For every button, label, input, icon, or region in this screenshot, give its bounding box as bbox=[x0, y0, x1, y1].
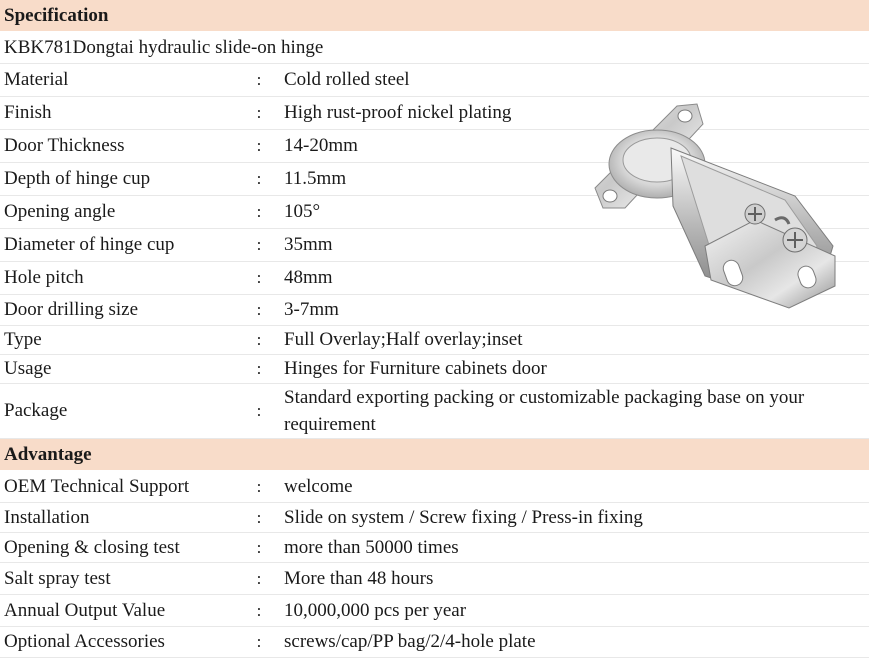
adv-separator: : bbox=[236, 471, 282, 503]
advantage-header-row bbox=[0, 439, 869, 471]
spec-value: 11.5mm bbox=[282, 163, 869, 196]
adv-label: OEM Technical Support bbox=[0, 471, 236, 503]
adv-separator: : bbox=[236, 595, 282, 627]
product-title: KBK781Dongtai hydraulic slide-on hinge bbox=[0, 32, 869, 64]
spec-value: Full Overlay;Half overlay;inset bbox=[282, 326, 869, 355]
spec-label: Usage bbox=[0, 355, 236, 384]
spec-separator: : bbox=[236, 97, 282, 130]
spec-separator: : bbox=[236, 130, 282, 163]
spec-value: 105° bbox=[282, 196, 869, 229]
adv-row-salt-spray bbox=[0, 563, 869, 595]
spec-value: 14-20mm bbox=[282, 130, 869, 163]
spec-label: Door Thickness bbox=[0, 130, 236, 163]
adv-label: Installation bbox=[0, 503, 236, 533]
adv-label: Opening & closing test bbox=[0, 533, 236, 563]
spec-row-usage bbox=[0, 355, 869, 384]
spec-separator: : bbox=[236, 295, 282, 326]
spec-label: Finish bbox=[0, 97, 236, 130]
spec-separator: : bbox=[236, 163, 282, 196]
spec-label: Depth of hinge cup bbox=[0, 163, 236, 196]
spec-separator: : bbox=[236, 262, 282, 295]
adv-value: screws/cap/PP bag/2/4-hole plate bbox=[282, 627, 869, 658]
adv-row-accessories bbox=[0, 627, 869, 658]
spec-value: Cold rolled steel bbox=[282, 64, 869, 97]
spec-row-material bbox=[0, 64, 869, 97]
spec-value: 48mm bbox=[282, 262, 869, 295]
spec-row-package bbox=[0, 384, 869, 439]
advantage-heading: Advantage bbox=[0, 439, 869, 471]
product-title-row bbox=[0, 32, 869, 64]
spec-separator: : bbox=[236, 384, 282, 439]
spec-value: High rust-proof nickel plating bbox=[282, 97, 869, 130]
spec-separator: : bbox=[236, 196, 282, 229]
adv-value: welcome bbox=[282, 471, 869, 503]
adv-value: Slide on system / Screw fixing / Press-in fixing bbox=[282, 503, 869, 533]
adv-row-annual-output bbox=[0, 595, 869, 627]
spec-value: 35mm bbox=[282, 229, 869, 262]
adv-value: 10,000,000 pcs per year bbox=[282, 595, 869, 627]
spec-separator: : bbox=[236, 355, 282, 384]
spec-value: Hinges for Furniture cabinets door bbox=[282, 355, 869, 384]
specification-heading: Specification bbox=[0, 0, 869, 32]
adv-value: More than 48 hours bbox=[282, 563, 869, 595]
adv-label: Annual Output Value bbox=[0, 595, 236, 627]
adv-row-oem-support bbox=[0, 471, 869, 503]
hinge-product-photo bbox=[585, 96, 847, 310]
specification-header-row bbox=[0, 0, 869, 32]
spec-separator: : bbox=[236, 229, 282, 262]
spec-value: Standard exporting packing or customizable packaging base on your requirement bbox=[282, 384, 869, 439]
adv-separator: : bbox=[236, 563, 282, 595]
spec-row-type bbox=[0, 326, 869, 355]
adv-separator: : bbox=[236, 533, 282, 563]
spec-label: Door drilling size bbox=[0, 295, 236, 326]
spec-label: Opening angle bbox=[0, 196, 236, 229]
spec-label: Material bbox=[0, 64, 236, 97]
spec-separator: : bbox=[236, 64, 282, 97]
adv-row-installation bbox=[0, 503, 869, 533]
adv-value: more than 50000 times bbox=[282, 533, 869, 563]
spec-label: Diameter of hinge cup bbox=[0, 229, 236, 262]
adv-row-cycle-test bbox=[0, 533, 869, 563]
spec-label: Hole pitch bbox=[0, 262, 236, 295]
spec-label: Package bbox=[0, 384, 236, 439]
spec-label: Type bbox=[0, 326, 236, 355]
adv-label: Salt spray test bbox=[0, 563, 236, 595]
adv-separator: : bbox=[236, 503, 282, 533]
adv-label: Optional Accessories bbox=[0, 627, 236, 658]
spec-separator: : bbox=[236, 326, 282, 355]
spec-value: 3-7mm bbox=[282, 295, 869, 326]
hinge-icon bbox=[585, 96, 847, 310]
adv-separator: : bbox=[236, 627, 282, 658]
